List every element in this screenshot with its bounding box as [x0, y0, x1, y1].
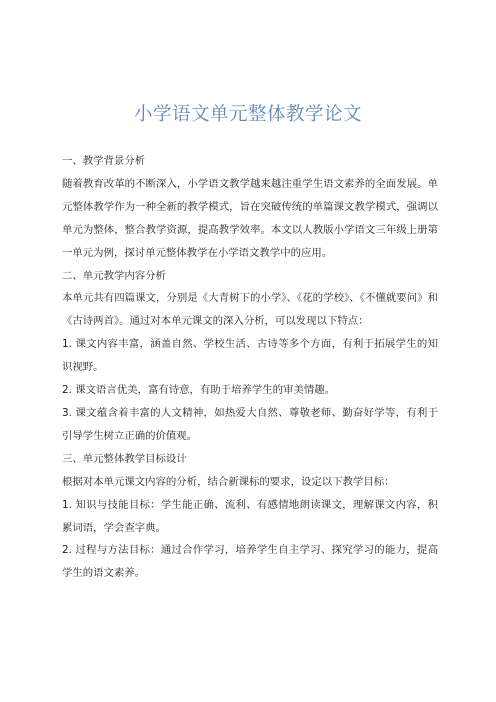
paragraph-content-intro: 本单元共有四篇课文，分别是《大青树下的小学》、《花的学校》、《不懂就要问》和《古诗两首》。通过对本单元课文的深入分析，可以发现以下特点： [62, 292, 438, 328]
section-heading-goals: 三、单元整体教学目标设计 [62, 452, 187, 465]
list-item-goal-1: 1. 知识与技能目标：学生能正确、流利、有感情地朗读课文，理解课文内容，积累词语，学会查字典。 [62, 498, 438, 534]
paragraph-background: 随着教育改革的不断深入，小学语文教学越来越注重学生语文素养的全面发展。单元整体教学作为一种全新的教学模式，旨在突破传统的单篇课文教学模式，强调以单元为整体，整合教学资源，提高教学效率。本文以人教版小学语文三年级上册第一单元为例，探讨单元整体教学在小学语文教学中的应用。 [62, 177, 438, 259]
list-item-content-1: 1. 课文内容丰富，涵盖自然、学校生活、古诗等多个方面，有利于拓展学生的知识视野。 [62, 338, 438, 374]
section-heading-content: 二、单元教学内容分析 [62, 269, 166, 282]
paragraph-goals-intro: 根据对本单元课文内容的分析，结合新课标的要求，设定以下教学目标： [62, 475, 395, 488]
list-item-content-2: 2. 课文语言优美，富有诗意，有助于培养学生的审美情趣。 [62, 384, 335, 397]
list-item-content-3: 3. 课文蕴含着丰富的人文精神，如热爱大自然、尊敬老师、勤奋好学等，有利于引导学生树立正确的价值观。 [62, 406, 438, 442]
document-body [62, 150, 438, 585]
list-item-goal-2: 2. 过程与方法目标：通过合作学习，培养学生自主学习、探究学习的能力，提高学生的语文素养。 [62, 544, 438, 580]
section-heading-background: 一、教学背景分析 [62, 155, 146, 167]
document-title: 小学语文单元整体教学论文 [133, 104, 362, 126]
